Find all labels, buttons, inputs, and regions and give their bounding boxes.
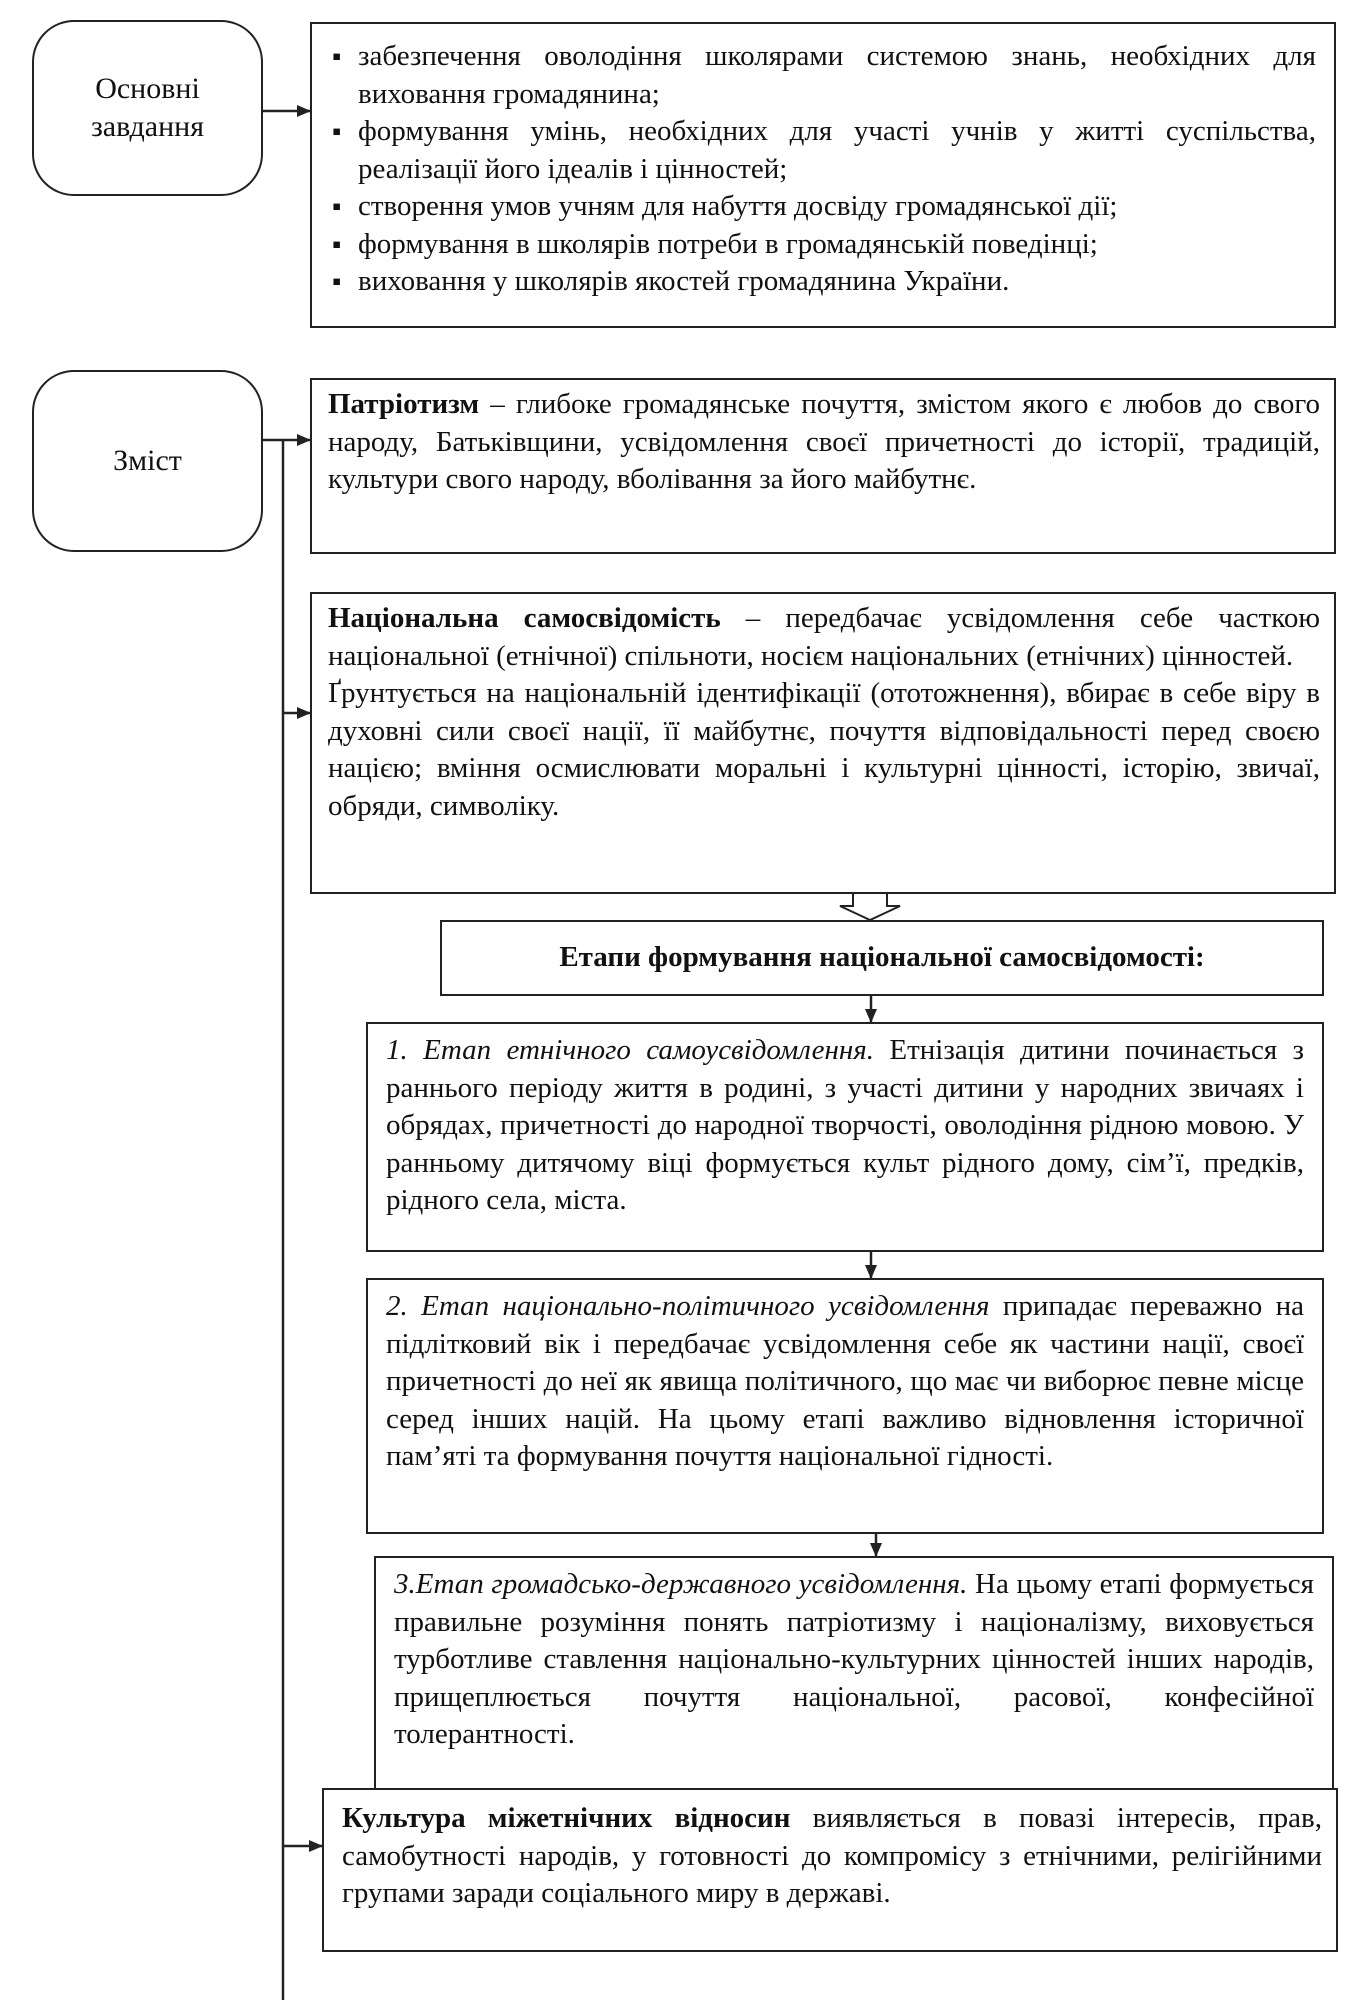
stage-2-title: 2. Етап національно-політичного усвідомлення bbox=[386, 1290, 990, 1322]
stage-1-text: Етнізація дитини починається з раннього періоду життя в родині, з участі дитини у народних звичаях і обрядах, причетності до народної творчості, оволодіння рідною мовою. У ранньому дитячому віці формується культ рідного дому, сім’ї, предків, рідного села, міста. bbox=[386, 1034, 1304, 1216]
content-label: Зміст bbox=[113, 444, 182, 477]
task-item: ▪ створення умов учням для набуття досвіду громадянської дії; bbox=[332, 188, 1316, 226]
patriotism-box bbox=[310, 378, 1336, 554]
stages-title: Етапи формування національної самосвідомості: bbox=[559, 941, 1205, 974]
tasks-list bbox=[332, 38, 1316, 301]
national-identity-term: Національна самосвідомість bbox=[328, 602, 721, 634]
content-label-box bbox=[32, 370, 263, 552]
stage-3-text: На цьому етапі формується правильне розуміння понять патріотизму і націоналізму, виховується турботливе ставлення національно-культурних цінностей інших народів, прищеплюється почуття національної, расової, конфесійної толерантності. bbox=[394, 1568, 1314, 1750]
patriotism-text: – глибоке громадянське почуття, змістом якого є любов до свого народу, Батьківщини, усвідомлення своєї причетності до історії, традицій, культури свого народу, вболівання за його майбутнє. bbox=[328, 388, 1320, 495]
block-arrow-stages bbox=[840, 894, 900, 920]
task-item: ▪ забезпечення оволодіння школярами системою знань, необхідних для виховання громадянина; bbox=[332, 38, 1316, 113]
interethnic-culture-term: Культура міжетнічних відносин bbox=[342, 1802, 791, 1834]
tasks-label-box bbox=[32, 20, 263, 196]
stages-title-box bbox=[440, 920, 1324, 996]
tasks-label: Основні завдання bbox=[90, 72, 205, 143]
tasks-list-box bbox=[310, 22, 1336, 328]
stage-3-box bbox=[374, 1556, 1334, 1792]
stage-2-text: припадає переважно на підлітковий вік і передбачає усвідомлення себе як частини нації, своєї причетності до неї як явища політичного, що має чи виборює певне місце серед інших націй. На цьому етапі важливо відновлення історичної пам’яті та формування почуття національної гідності. bbox=[386, 1290, 1304, 1472]
task-item: ▪ виховання у школярів якостей громадянина України. bbox=[332, 263, 1316, 301]
interethnic-culture-box bbox=[322, 1788, 1338, 1952]
stage-3-title: 3.Етап громадсько-державного усвідомлення. bbox=[394, 1568, 968, 1600]
stage-2-box bbox=[366, 1278, 1324, 1534]
task-item: ▪ формування умінь, необхідних для участі учнів у житті суспільства, реалізації його ідеалів і цінностей; bbox=[332, 113, 1316, 188]
national-identity-text: – передбачає усвідомлення себе часткою національної (етнічної) спільноти, носієм національних (етнічних) цінностей. bbox=[328, 602, 1320, 672]
national-identity-text-2: Ґрунтується на національній ідентифікації (ототожнення), вбирає в себе віру в духовні сили своєї нації, її майбутнє, почуття відповідальності перед своєю нацією; вміння осмислювати моральні і культурні цінності, історію, звичаї, обряди, символіку. bbox=[328, 677, 1320, 822]
task-item: ▪ формування в школярів потреби в громадянській поведінці; bbox=[332, 226, 1316, 264]
stage-1-title: 1. Етап етнічного самоусвідомлення. bbox=[386, 1034, 875, 1066]
national-identity-box bbox=[310, 592, 1336, 894]
stage-1-box bbox=[366, 1022, 1324, 1252]
patriotism-term: Патріотизм bbox=[328, 388, 480, 420]
interethnic-culture-text: виявляється в повазі інтересів, прав, самобутності народів, у готовності до компромісу з етнічними, релігійними групами заради соціального миру в державі. bbox=[342, 1802, 1322, 1909]
